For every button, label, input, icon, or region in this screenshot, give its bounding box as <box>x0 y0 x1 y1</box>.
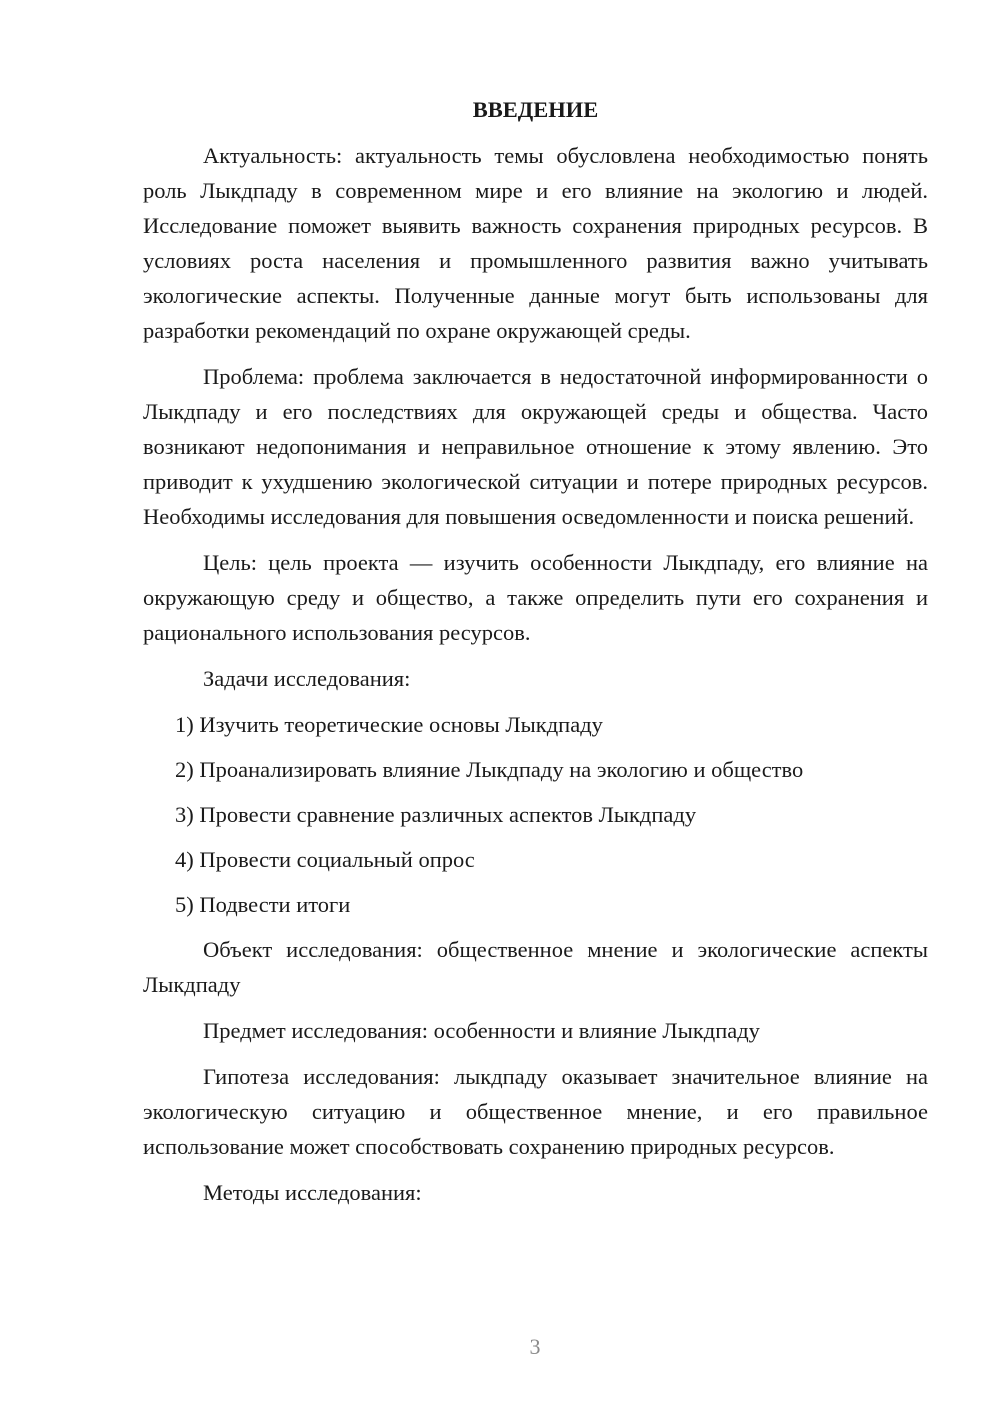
relevance-paragraph: Актуальность: актуальность темы обусловлена необходимостью понять роль Лыкдпаду в современном мире и его влияние на экологию и людей. Исследование поможет выявить важность сохранения природных ресурсов. В условиях роста населения и промышленного развития важно учитывать экологические аспекты. Полученные данные могут быть использованы для разработки рекомендаций по охране окружающей среды. <box>143 143 928 343</box>
page-number: 3 <box>529 1334 541 1359</box>
object-paragraph: Объект исследования: общественное мнение и экологические аспекты Лыкдпаду <box>143 937 928 997</box>
problem-paragraph: Проблема: проблема заключается в недостаточной информированности о Лыкдпаду и его последствиях для окружающей среды и общества. Часто возникают недопонимания и неправильное отношение к этому явлению. Это приводит к ухудшению экологической ситуации и потере природных ресурсов. Необходимы исследования для повышения осведомленности и поиска решений. <box>143 364 928 529</box>
subject-paragraph: Предмет исследования: особенности и влияние Лыкдпаду <box>203 1018 760 1043</box>
list-item: 3) Провести сравнение различных аспектов Лыкдпаду <box>175 802 697 827</box>
tasks-list <box>143 707 928 922</box>
page-title: ВВЕДЕНИЕ <box>472 97 599 122</box>
page-content <box>143 92 928 1221</box>
list-item: 2) Проанализировать влияние Лыкдпаду на экологию и общество <box>175 757 804 782</box>
list-item: 5) Подвести итоги <box>175 892 351 917</box>
tasks-heading: Задачи исследования: <box>203 666 411 691</box>
methods-heading: Методы исследования: <box>203 1180 422 1205</box>
list-item: 4) Провести социальный опрос <box>175 847 475 872</box>
hypothesis-paragraph: Гипотеза исследования: лыкдпаду оказывает значительное влияние на экологическую ситуацию и общественное мнение, и его правильное использование может способствовать сохранению природных ресурсов. <box>143 1064 928 1159</box>
goal-paragraph: Цель: цель проекта — изучить особенности Лыкдпаду, его влияние на окружающую среду и общество, а также определить пути его сохранения и рационального использования ресурсов. <box>143 550 928 645</box>
list-item: 1) Изучить теоретические основы Лыкдпаду <box>175 712 603 737</box>
